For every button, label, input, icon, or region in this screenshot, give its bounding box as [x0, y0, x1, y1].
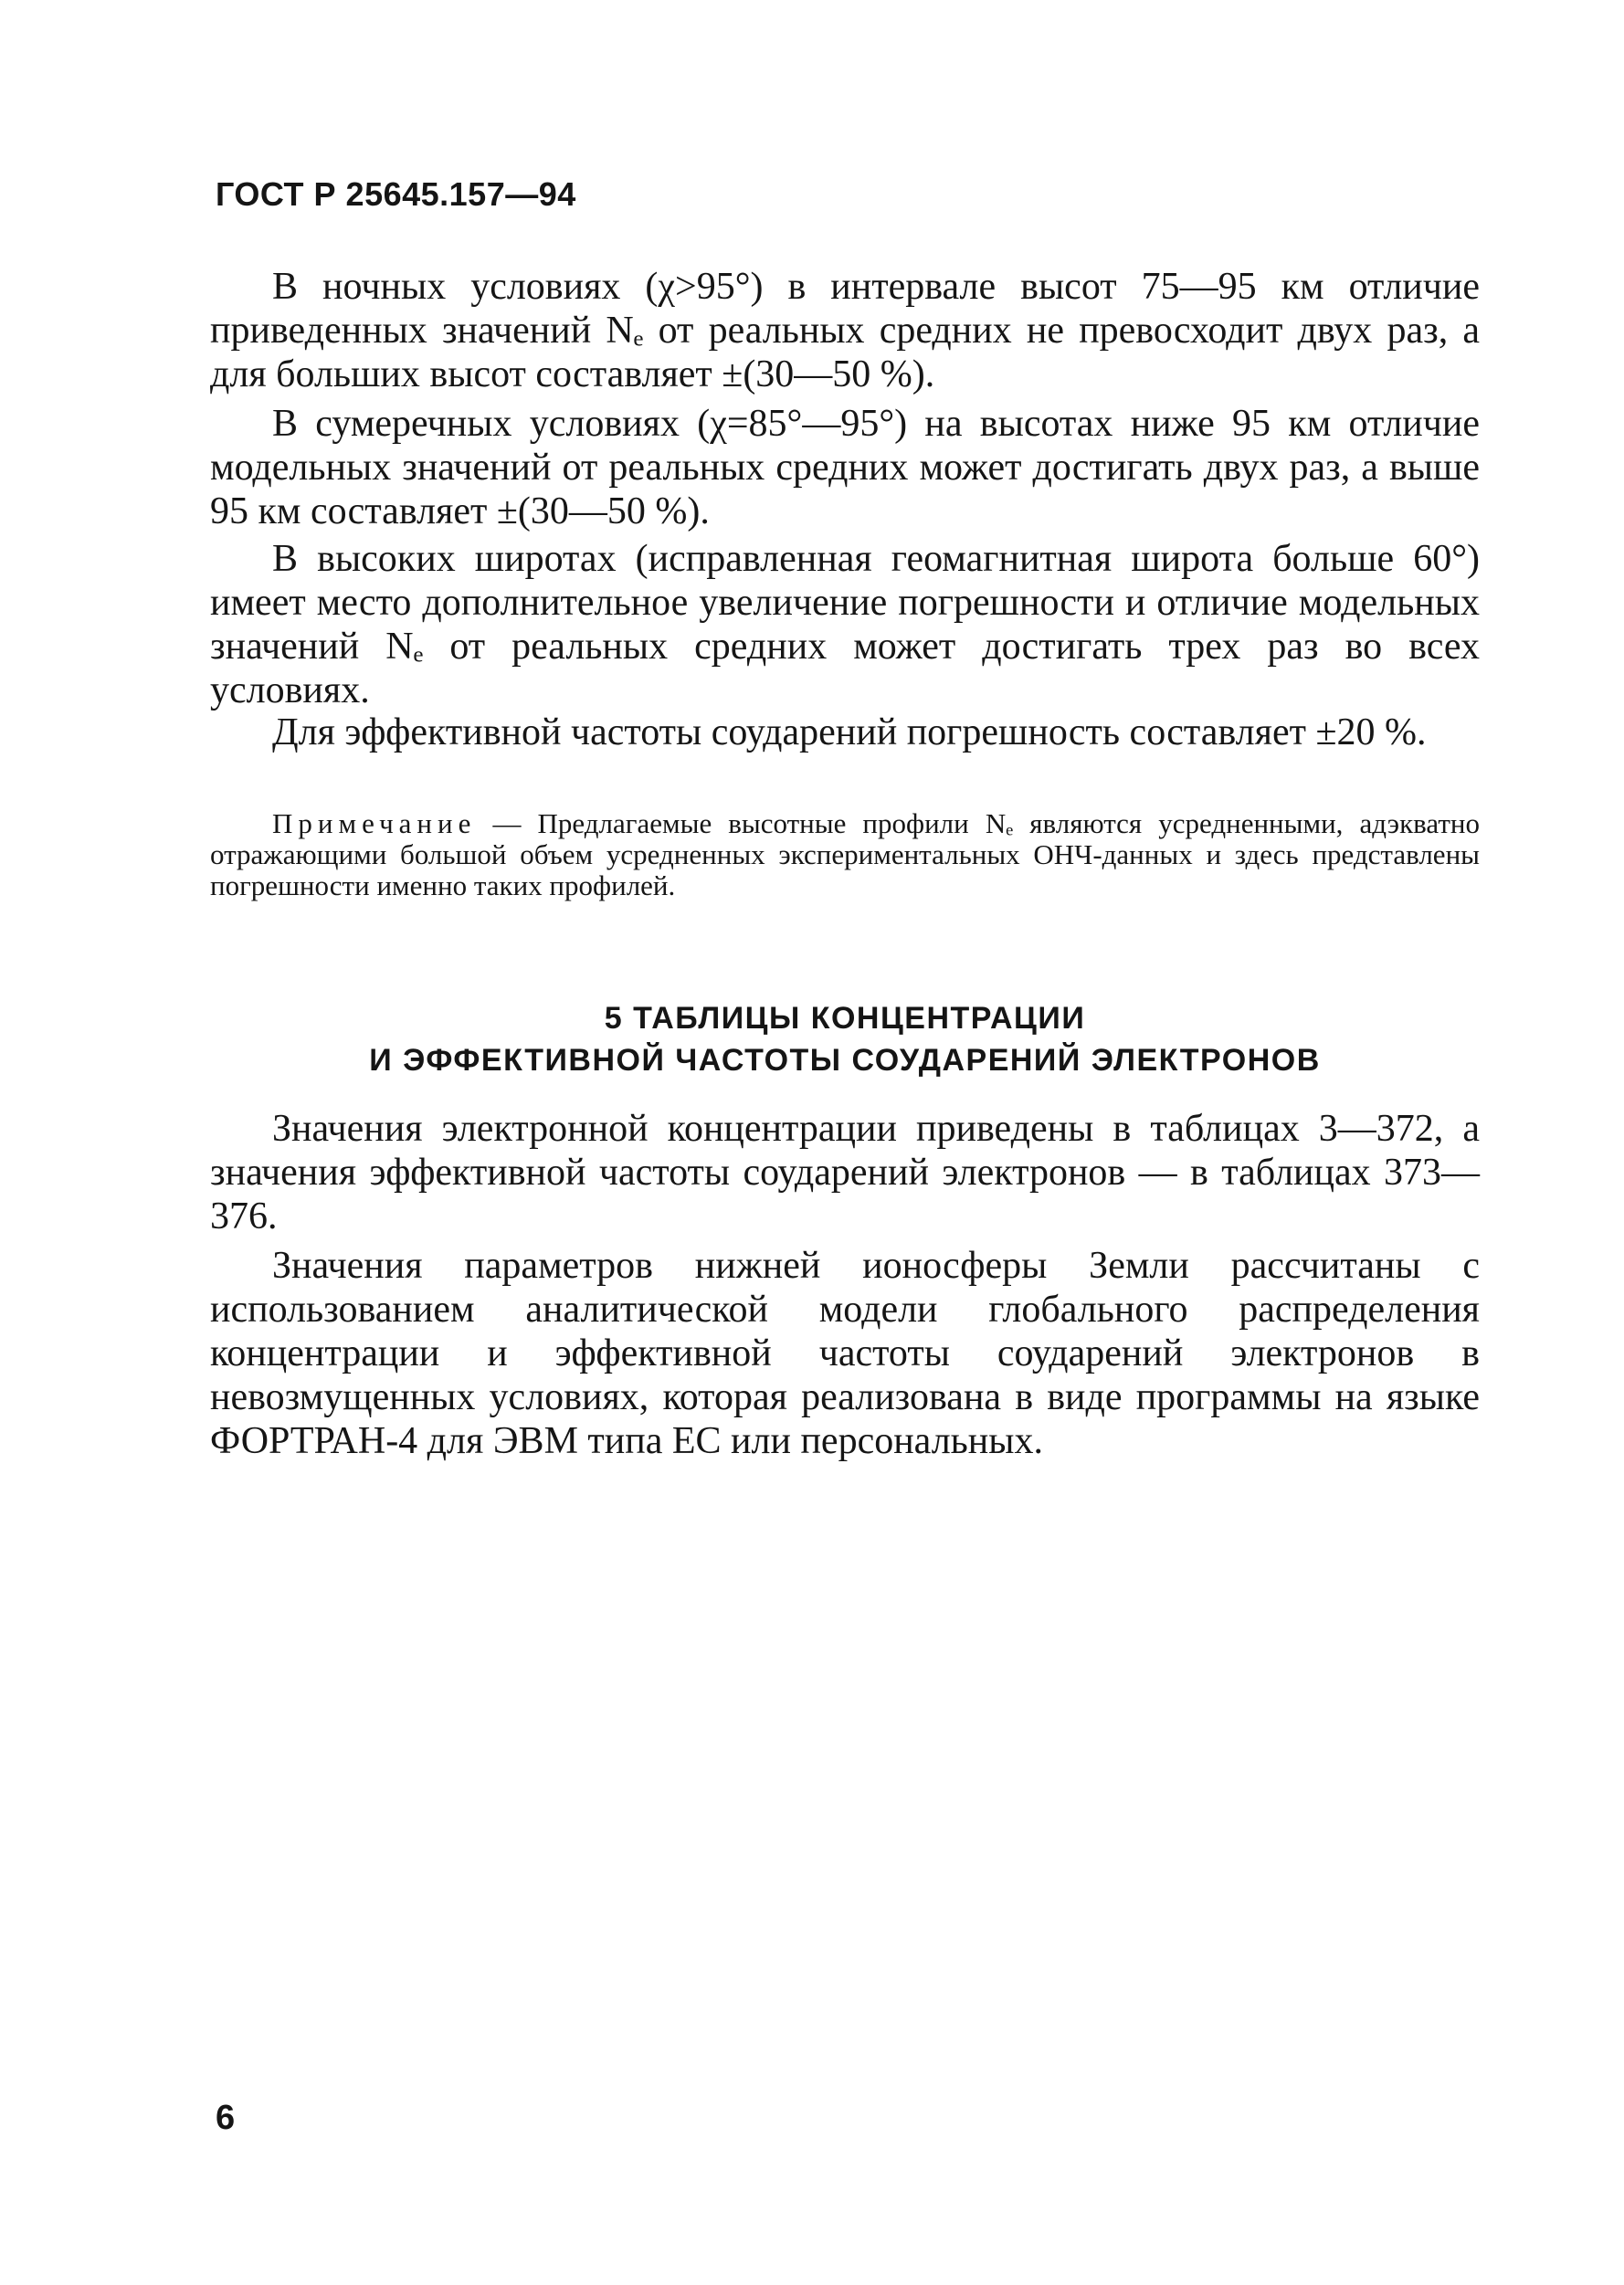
section-heading-line2: И ЭФФЕКТИВНОЙ ЧАСТОТЫ СОУДАРЕНИЙ ЭЛЕКТРОНОВ — [369, 1043, 1321, 1078]
section-heading-line1: 5 ТАБЛИЦЫ КОНЦЕНТРАЦИИ — [604, 1001, 1086, 1036]
paragraph-collision-frequency-error: Для эффективной частоты соударений погрешность составляет ±20 %. — [272, 711, 1427, 753]
section-heading — [210, 997, 1480, 1081]
paragraph-high-latitudes: В высоких широтах (исправленная геомагнитная широта больше 60°) имеет место дополнительное увеличение погрешности и отличие модельных значений Nₑ от реальных средних может достигать трех раз во всех условиях. — [210, 538, 1480, 711]
page-number: 6 — [216, 2099, 236, 2137]
note — [210, 808, 1480, 901]
note-text: — Предлагаемые высотные профили Nₑ являются усредненными, адэкватно отражающими большой объем усредненных экспериментальных ОНЧ-данных и здесь представлены погрешности именно таких профилей. — [210, 807, 1480, 901]
paragraph-twilight-conditions: В сумеречных условиях (χ=85°—95°) на высотах ниже 95 км отличие модельных значений от реальных средних может достигать двух раз, а выше 95 км составляет ±(30—50 %). — [210, 403, 1480, 532]
running-header: ГОСТ Р 25645.157—94 — [216, 175, 576, 213]
paragraph-model-description: Значения параметров нижней ионосферы Земли рассчитаны с использованием аналитической модели глобального распределения концентрации и эффективной частоты соударений электронов в невозмущенных условиях, которая реализована в виде программы на языке ФОРТРАН-4 для ЭВМ типа ЕС или персональных. — [210, 1245, 1480, 1462]
note-label: Примечание — [272, 807, 477, 839]
paragraph-tables-reference: Значения электронной концентрации приведены в таблицах 3—372, а значения эффективной частоты соударений электронов — в таблицах 373—376. — [210, 1108, 1480, 1237]
paragraph-night-conditions: В ночных условиях (χ>95°) в интервале высот 75—95 км отличие приведенных значений Nₑ от реальных средних не превосходит двух раз, а для больших высот составляет ±(30—50 %). — [210, 266, 1480, 395]
